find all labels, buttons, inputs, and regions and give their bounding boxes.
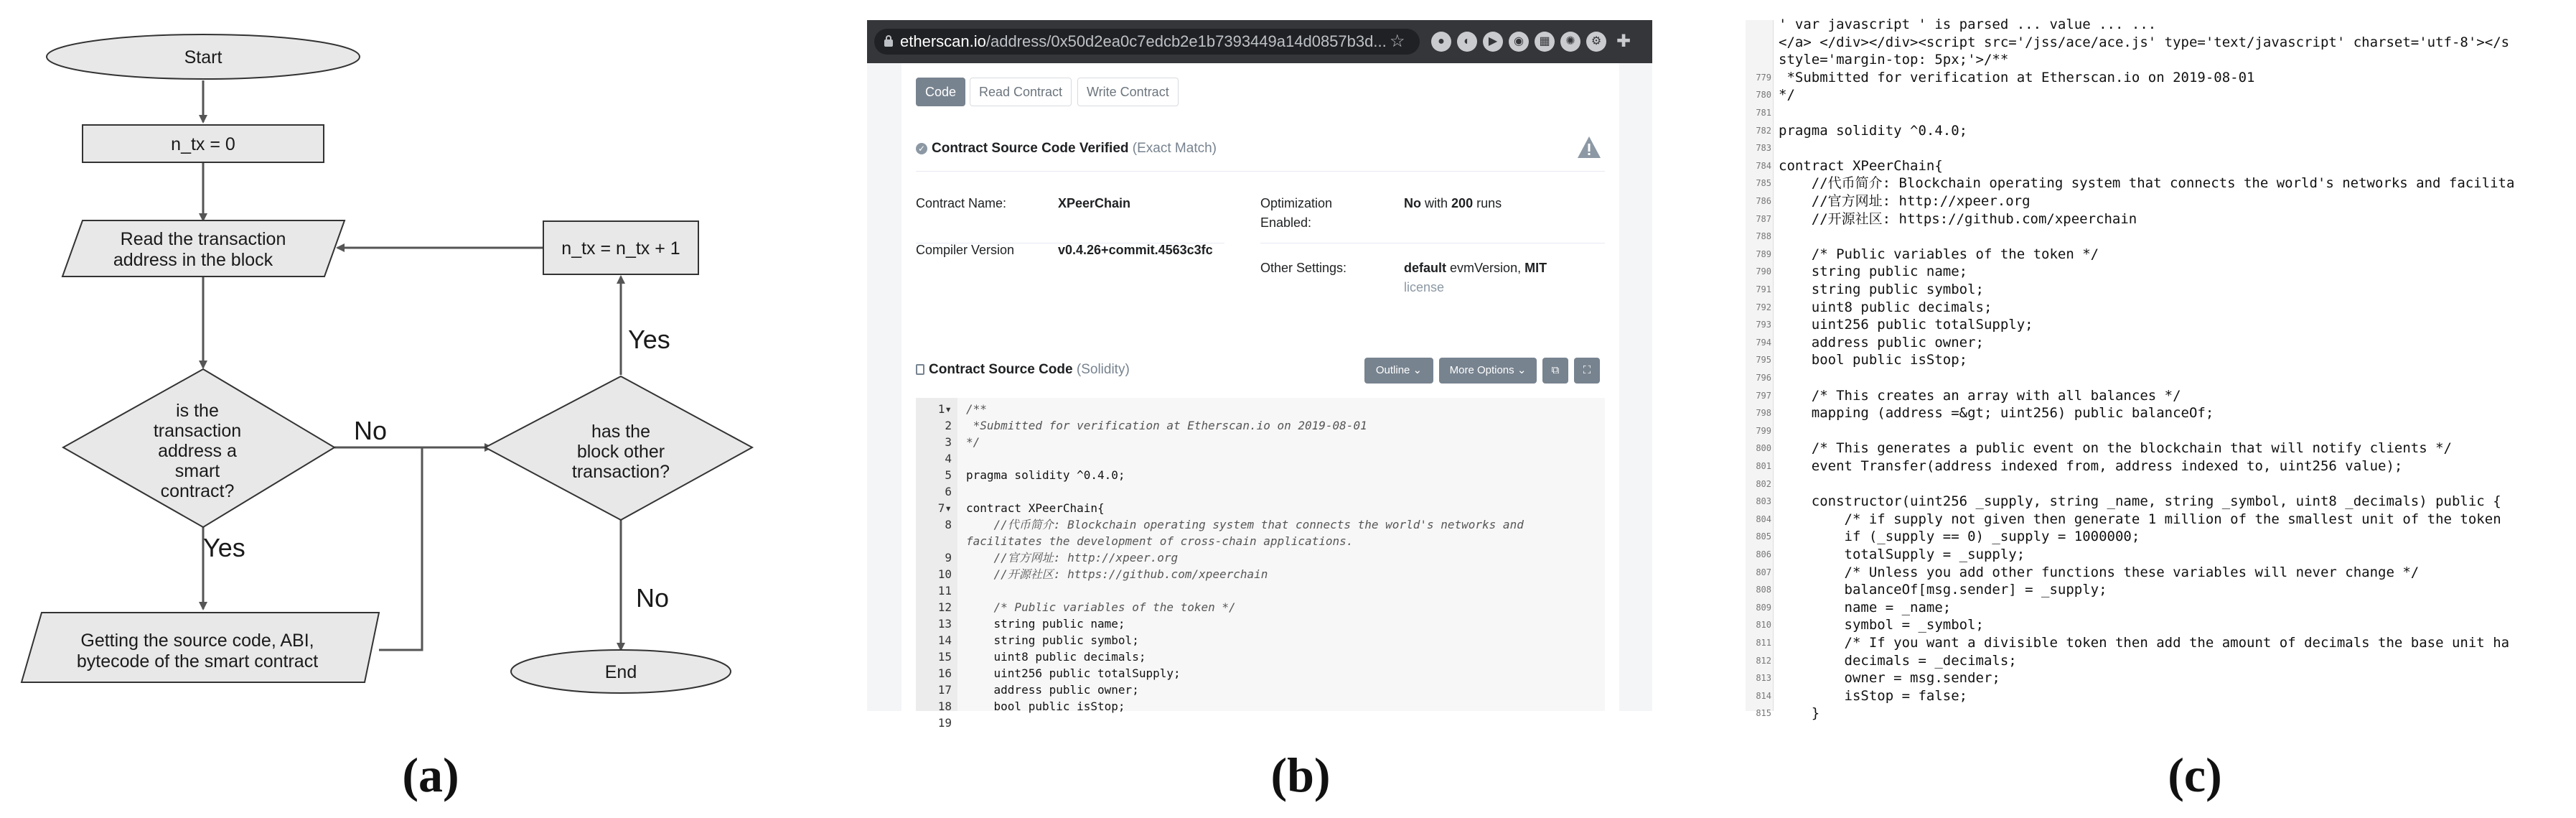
verified-title: Contract Source Code Verified: [932, 141, 1129, 156]
other-settings-license-word: license: [1404, 280, 1445, 294]
line-number: 792: [1756, 302, 1771, 312]
source-text: event Transfer(address indexed from, address indexed to, uint256 value);: [1779, 458, 2403, 474]
getting-label-2: bytecode of the smart contract: [76, 651, 319, 671]
line-number: 802: [1756, 478, 1771, 489]
source-text: /* Public variables of the token */: [1779, 246, 2099, 262]
line-number: 801: [1756, 461, 1771, 471]
code-text: string public name;: [966, 617, 1125, 631]
line-number: 3: [945, 435, 952, 449]
source-text: string public symbol;: [1779, 282, 1984, 297]
line-number: 14: [937, 633, 952, 647]
source-text: owner = msg.sender;: [1779, 670, 2000, 687]
source-text: /* if supply not given then generate 1 million of the smallest unit of the token: [1779, 511, 2501, 527]
line-number: 19: [937, 716, 952, 730]
contract-card: [901, 63, 1619, 730]
line-number: 788: [1756, 231, 1771, 242]
read-label-1: Read the transaction: [120, 229, 286, 249]
line-number: 806: [1756, 549, 1771, 559]
source-text: //开源社区: https://github.com/xpeerchain: [1779, 210, 2137, 227]
source-text: /* If you want a divisible token then add the amount of decimals the base unit ha: [1779, 635, 2510, 651]
code-text: */: [966, 435, 980, 449]
line-number: 796: [1756, 373, 1771, 383]
source-text: decimals = _decimals;: [1779, 652, 2017, 669]
is-contract-label-4: smart: [174, 461, 220, 481]
line-number: 780: [1756, 90, 1771, 101]
line-number: 793: [1756, 320, 1771, 330]
has-other-label-1: has the: [591, 422, 651, 442]
line-number: 789: [1756, 248, 1771, 259]
panel-label-a: (a): [402, 748, 459, 802]
code-editor[interactable]: [916, 398, 1605, 730]
divider: [916, 171, 1605, 172]
line-number: 784: [1756, 160, 1771, 171]
line-number: 1▾: [937, 402, 952, 416]
star-icon[interactable]: ☆: [1390, 32, 1405, 51]
source-text: ' var javascript ' is parsed ... value ... ...: [1779, 17, 2157, 32]
line-number: 9: [945, 551, 952, 564]
source-text: string public name;: [1779, 264, 1968, 280]
line-number: 783: [1756, 143, 1771, 154]
line-number: 803: [1756, 496, 1771, 507]
source-text: </a> </div></div><script src='/jss/ace/ace.js' type='text/javascript' charset='utf-8'></s: [1779, 34, 2510, 50]
code-text: /* Public variables of the token */: [966, 600, 1236, 614]
contract-name-value: XPeerChain: [1058, 196, 1131, 210]
line-number: 812: [1756, 655, 1771, 666]
page-source-view: [1746, 17, 2576, 722]
line-number: 809: [1756, 602, 1771, 613]
code-text: //官方网址: http://xpeer.org: [966, 551, 1179, 564]
source-text: //代币简介: Blockchain operating system that connects the world's networks and facilita: [1779, 175, 2515, 192]
end-label: End: [604, 662, 637, 682]
optimization-label-2: Enabled:: [1260, 215, 1312, 230]
source-text: balanceOf[msg.sender] = _supply;: [1779, 582, 2107, 598]
other-settings-value: [1404, 261, 1547, 276]
extension-icon-4[interactable]: ◉: [1509, 32, 1529, 52]
source-text: *Submitted for verification at Etherscan.io on 2019-08-01: [1779, 69, 2255, 85]
line-number: 787: [1756, 213, 1771, 224]
line-number: 800: [1756, 443, 1771, 454]
source-text: address public owner;: [1779, 334, 1984, 350]
source-text: mapping (address =&gt; uint256) public balanceOf;: [1779, 405, 2214, 422]
line-number: 16: [937, 666, 952, 680]
code-text: //开源社区: https://github.com/xpeerchain: [966, 567, 1268, 581]
optimization-runs: 200: [1451, 196, 1474, 210]
line-number: 814: [1756, 690, 1771, 701]
source-text: /* This creates an array with all balances */: [1779, 387, 2181, 404]
line-number: 13: [937, 617, 952, 631]
play-icon[interactable]: ▶: [1483, 32, 1503, 52]
verified-match: (Exact Match): [1132, 141, 1217, 156]
code-text: string public symbol;: [966, 633, 1139, 647]
tab-code[interactable]: Code: [916, 78, 965, 106]
code-text: uint256 public totalSupply;: [966, 666, 1181, 680]
line-number: 807: [1756, 567, 1771, 577]
read-label-2: address in the block: [113, 250, 273, 270]
tab-write-contract[interactable]: Write Contract: [1077, 78, 1179, 106]
line-number: 795: [1756, 355, 1771, 366]
source-text: */: [1779, 87, 1795, 103]
edge-label-no-1: No: [354, 416, 388, 445]
source-text: symbol = _symbol;: [1779, 617, 1984, 633]
compiler-label: Compiler Version: [916, 243, 1015, 257]
source-text: if (_supply == 0) _supply = 1000000;: [1779, 529, 2140, 545]
code-text: address public owner;: [966, 683, 1139, 697]
extension-icon-1[interactable]: ●: [1431, 32, 1451, 52]
line-number: 2: [945, 419, 952, 432]
extension-icon-6[interactable]: ✺: [1560, 32, 1580, 52]
line-number: 804: [1756, 513, 1771, 524]
optimization-enabled: No: [1404, 196, 1421, 210]
line-number: 794: [1756, 337, 1771, 348]
source-text: //官方网址: http://xpeer.org: [1779, 193, 2031, 209]
extension-icon-5[interactable]: ▦: [1535, 32, 1555, 52]
panel-label-b: (b): [1270, 748, 1331, 802]
source-text: isStop = false;: [1779, 687, 1968, 704]
url-path: /address/0x50d2ea0c7edcb2e1b7393449a14d0857b3d...: [985, 32, 1387, 50]
start-label: Start: [184, 47, 223, 68]
line-number: 785: [1756, 178, 1771, 189]
optimization-value: [1404, 196, 1502, 211]
code-text: facilitates the development of cross-chain applications.: [966, 534, 1354, 548]
code-text: pragma solidity ^0.4.0;: [966, 468, 1125, 482]
is-contract-label-3: address a: [158, 441, 237, 461]
source-code-heading: [916, 362, 1130, 378]
edge-label-yes-2: Yes: [628, 325, 670, 354]
flowchart: [0, 0, 818, 718]
url-host: etherscan.io: [900, 32, 986, 50]
verified-heading: [916, 141, 1217, 157]
code-text: contract XPeerChain{: [966, 501, 1105, 515]
line-number: 15: [937, 650, 952, 664]
warning-icon[interactable]: [1576, 135, 1602, 159]
line-number: 5: [945, 468, 952, 482]
code-text: bool public isStop;: [966, 700, 1125, 713]
other-settings-default: default: [1404, 261, 1447, 275]
address-bar[interactable]: [874, 29, 1420, 55]
line-number: 808: [1756, 585, 1771, 595]
is-contract-label-2: transaction: [153, 421, 242, 441]
edge-label-yes-1: Yes: [203, 533, 245, 562]
optimization-with: with: [1425, 196, 1448, 210]
init-label: n_tx = 0: [171, 134, 235, 154]
outline-button[interactable]: Outline ⌄: [1364, 358, 1433, 384]
compiler-value: v0.4.26+commit.4563c3fc: [1058, 243, 1213, 257]
line-number: 17: [937, 683, 952, 697]
edge-label-no-2: No: [636, 583, 670, 613]
document-icon: [916, 364, 924, 375]
line-number: 797: [1756, 390, 1771, 401]
line-number: 18: [937, 700, 952, 713]
line-number: 8: [945, 518, 952, 531]
source-text: uint8 public decimals;: [1779, 299, 1992, 315]
line-number: 798: [1756, 408, 1771, 419]
line-number: 805: [1756, 531, 1771, 542]
source-text: pragma solidity ^0.4.0;: [1779, 122, 1968, 139]
etherscan-screenshot: [867, 20, 1652, 730]
edge-getting-to-merge: [379, 447, 422, 650]
code-text: *Submitted for verification at Etherscan.io on 2019-08-01: [966, 419, 1367, 432]
line-number: 799: [1756, 425, 1771, 436]
line-number: 811: [1756, 638, 1771, 648]
puzzle-icon[interactable]: ✚: [1616, 32, 1631, 51]
tab-read-contract[interactable]: Read Contract: [970, 78, 1072, 106]
line-number: 779: [1756, 72, 1771, 83]
line-number: 12: [937, 600, 952, 614]
source-text: uint256 public totalSupply;: [1779, 317, 2033, 333]
line-number: 7▾: [937, 501, 952, 515]
line-number: 782: [1756, 125, 1771, 136]
fullscreen-icon[interactable]: ⛶: [1574, 358, 1600, 384]
source-text: }: [1779, 705, 1820, 722]
lock-icon: [884, 35, 893, 47]
getting-label-1: Getting the source code, ABI,: [80, 631, 314, 651]
code-text: /**: [966, 402, 987, 416]
source-text: style='margin-top: 5px;'>/**: [1779, 52, 2009, 68]
optimization-runs-suffix: runs: [1476, 196, 1502, 210]
has-other-label-2: block other: [576, 442, 665, 462]
code-text: //代币简介: Blockchain operating system that connects the world's networks and: [966, 518, 1524, 531]
increment-label: n_tx = n_tx + 1: [561, 238, 680, 259]
other-settings-label: Other Settings:: [1260, 261, 1347, 275]
extension-icon-2[interactable]: ◐: [1457, 32, 1477, 52]
source-text: contract XPeerChain{: [1779, 157, 1943, 174]
contract-name-label: Contract Name:: [916, 196, 1007, 210]
source-text: bool public isStop;: [1779, 352, 1968, 368]
optimization-label-1: Optimization: [1260, 196, 1333, 210]
source-text: /* Unless you add other functions these variables will never change */: [1779, 564, 2420, 580]
browser-toolbar: [867, 20, 1652, 63]
line-number: 6: [945, 485, 952, 498]
line-number: 790: [1756, 266, 1771, 277]
source-lang: (Solidity): [1076, 362, 1130, 377]
line-number: 786: [1756, 196, 1771, 206]
line-number: 810: [1756, 620, 1771, 631]
line-number: 4: [945, 452, 952, 465]
copy-icon[interactable]: ⧉: [1542, 358, 1568, 384]
has-other-label-3: transaction?: [571, 462, 670, 482]
panel-label-c: (c): [2168, 748, 2222, 802]
is-contract-label-1: is the: [176, 401, 219, 421]
line-number: 815: [1756, 708, 1771, 719]
more-options-button[interactable]: More Options ⌄: [1439, 358, 1537, 384]
source-text: /* This generates a public event on the blockchain that will notify clients */: [1779, 440, 2452, 457]
is-contract-label-5: contract?: [160, 481, 235, 501]
source-title: Contract Source Code: [929, 362, 1073, 377]
other-settings-evm: evmVersion,: [1450, 261, 1522, 275]
source-text: totalSupply = _supply;: [1779, 547, 2025, 562]
line-number: 813: [1756, 673, 1771, 684]
source-text: name = _name;: [1779, 599, 1952, 615]
line-number: 10: [937, 567, 952, 581]
source-text: constructor(uint256 _supply, string _name, string _symbol, uint8 _decimals) public {: [1779, 493, 2501, 510]
extension-icon-7[interactable]: ⚙: [1586, 32, 1606, 52]
line-number: 11: [937, 584, 952, 598]
line-number: 781: [1756, 108, 1771, 118]
other-settings-license: MIT: [1524, 261, 1547, 275]
line-number: 791: [1756, 284, 1771, 294]
check-icon: ✓: [916, 143, 927, 154]
code-text: uint8 public decimals;: [966, 650, 1146, 664]
